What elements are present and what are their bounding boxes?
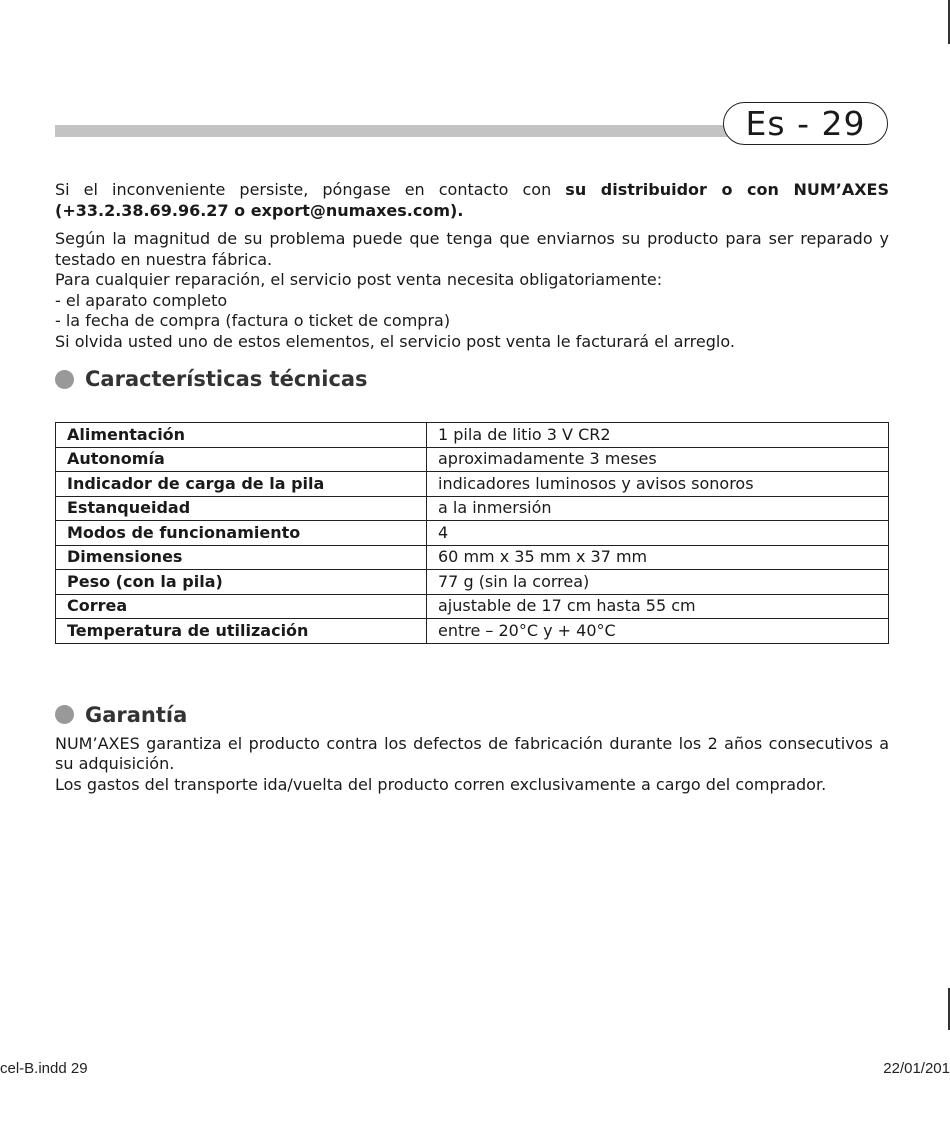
specs-heading-text: Características técnicas (85, 367, 368, 391)
table-row (56, 545, 889, 570)
specs-table (55, 422, 889, 644)
spec-value: a la inmersión (427, 496, 889, 521)
table-row (56, 447, 889, 472)
spec-value: 4 (427, 521, 889, 546)
warranty-heading-text: Garantía (85, 702, 188, 727)
specs-heading (55, 364, 889, 394)
spec-value: 77 g (sin la correa) (427, 570, 889, 595)
spec-key: Correa (56, 594, 427, 619)
spec-key: Dimensiones (56, 545, 427, 570)
table-row (56, 423, 889, 448)
page-number-badge: Es - 29 (723, 102, 888, 145)
spec-value: entre – 20°C y + 40°C (427, 619, 889, 644)
spec-value: aproximadamente 3 meses (427, 447, 889, 472)
spec-key: Autonomía (56, 447, 427, 472)
header-bar (55, 125, 730, 137)
table-row (56, 570, 889, 595)
table-row (56, 594, 889, 619)
spec-value: 60 mm x 35 mm x 37 mm (427, 545, 889, 570)
spec-key: Indicador de carga de la pila (56, 472, 427, 497)
spec-value: ajustable de 17 cm hasta 55 cm (427, 594, 889, 619)
requirement-item-device: - el aparato completo (55, 290, 228, 310)
requirement-item-date: - la fecha de compra (factura o ticket de compra) (55, 311, 451, 330)
spec-value: 1 pila de litio 3 V CR2 (427, 423, 889, 448)
table-row (56, 521, 889, 546)
spec-value: indicadores luminosos y avisos sonoros (427, 472, 889, 497)
spec-key: Estanqueidad (56, 496, 427, 521)
billing-paragraph: Si olvida usted uno de estos elementos, el servicio post venta le facturará el arreglo. (55, 331, 735, 351)
bullet-icon (55, 370, 74, 389)
footer-file-label: cel-B.indd 29 (0, 1060, 88, 1077)
service-paragraph: Para cualquier reparación, el servicio post venta necesita obligatoriamente: (55, 270, 663, 289)
page-content (55, 180, 889, 795)
warranty-heading (55, 700, 889, 730)
table-row (56, 496, 889, 521)
contact-paragraph (55, 180, 889, 221)
spec-key: Modos de funcionamiento (56, 521, 427, 546)
contact-text: Si el inconveniente persiste, póngase en contacto con (55, 180, 566, 199)
table-row (56, 472, 889, 497)
spec-key: Peso (con la pila) (56, 570, 427, 595)
warranty-paragraph: NUM’AXES garantiza el producto contra los defectos de fabricación durante los 2 años consecutivos a su adquisición. (55, 733, 889, 773)
table-row (56, 619, 889, 644)
contact-bold-text: su distribuidor o con NUM’AXES (+33.2.38.69.96.27 o export@numaxes.com). (55, 180, 890, 220)
shipping-paragraph: Los gastos del transporte ida/vuelta del producto corren exclusivamente a cargo del comprador. (55, 774, 827, 794)
bullet-icon (55, 705, 74, 724)
spec-key: Temperatura de utilización (56, 619, 427, 644)
footer-date-label: 22/01/201 (883, 1060, 950, 1077)
repair-paragraph: Según la magnitud de su problema puede que tenga que enviarnos su producto para ser reparado y testado en nuestra fábrica. (55, 229, 889, 269)
spec-key: Alimentación (56, 423, 427, 448)
